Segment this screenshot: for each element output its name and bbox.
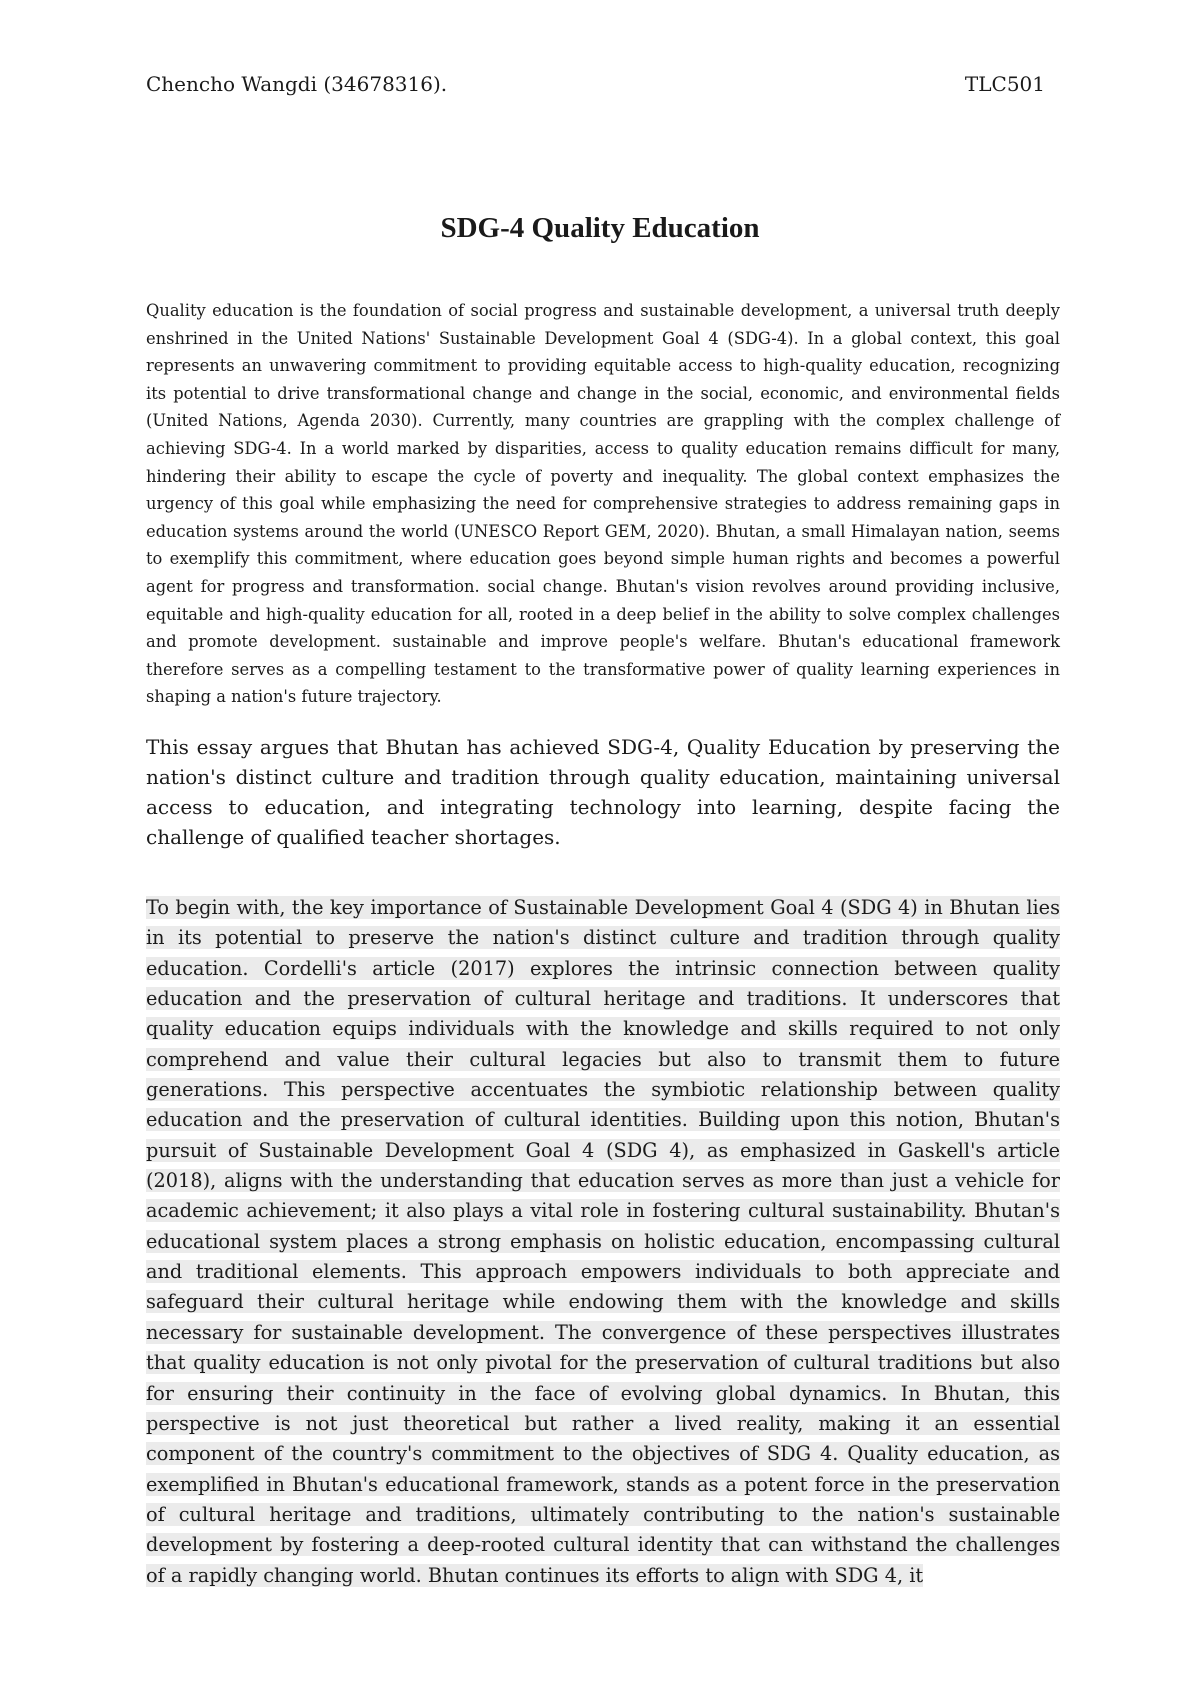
essay-title: SDG-4 Quality Education	[440, 212, 760, 244]
course-code-header: TLC501	[964, 72, 1045, 96]
thesis-statement: This essay argues that Bhutan has achieved SDG-4, Quality Education by preserving the nation's distinct culture and tradition through quality education, maintaining universal access to education, and integrating technology into learning, despite facing the challenge of qualified teacher shortages.	[146, 735, 1060, 849]
author-header: Chencho Wangdi (34678316).	[146, 72, 448, 96]
body-paragraph-text: To begin with, the key importance of Sustainable Development Goal 4 (SDG 4) in Bhutan lies in its potential to preserve the nation's distinct culture and tradition through quality education. Cordelli's article (2017) explores the intrinsic connection between quality education and the preservation of cultural heritage and traditions. It underscores that quality education equips individuals with the knowledge and skills required to not only comprehend and value their cultural legacies but also to transmit them to future generations. This perspective accentuates the symbiotic relationship between quality education and the preservation of cultural identities. Building upon this notion, Bhutan's pursuit of Sustainable Development Goal 4 (SDG 4), as emphasized in Gaskell's article (2018), aligns with the understanding that education serves as more than just a vehicle for academic achievement; it also plays a vital role in fostering cultural sustainability. Bhutan's educational system places a strong emphasis on holistic education, encompassing cultural and traditional elements. This approach empowers individuals to both appreciate and safeguard their cultural heritage while endowing them with the knowledge and skills necessary for sustainable development. The convergence of these perspectives illustrates that quality education is not only pivotal for the preservation of cultural traditions but also for ensuring their continuity in the face of evolving global dynamics. In Bhutan, this perspective is not just theoretical but rather a lived reality, making it an essential component of the country's commitment to the objectives of SDG 4. Quality education, as exemplified in Bhutan's educational framework, stands as a potent force in the preservation of cultural heritage and traditions, ultimately contributing to the nation's sustainable development by fostering a deep-rooted cultural identity that can withstand the challenges of a rapidly changing world. Bhutan continues its efforts to align with SDG 4, it	[146, 896, 1060, 1587]
intro-paragraph: Quality education is the foundation of social progress and sustainable development, a universal truth deeply enshrined in the United Nations' Sustainable Development Goal 4 (SDG-4). In a global context, this goal represents an unwavering commitment to providing equitable access to high-quality education, recognizing its potential to drive transformational change and change in the social, economic, and environmental fields (United Nations, Agenda 2030). Currently, many countries are grappling with the complex challenge of achieving SDG-4. In a world marked by disparities, access to quality education remains difficult for many, hindering their ability to escape the cycle of poverty and inequality. The global context emphasizes the urgency of this goal while emphasizing the need for comprehensive strategies to address remaining gaps in education systems around the world (UNESCO Report GEM, 2020). Bhutan, a small Himalayan nation, seems to exemplify this commitment, where education goes beyond simple human rights and becomes a powerful agent for progress and transformation. social change. Bhutan's vision revolves around providing inclusive, equitable and high-quality education for all, rooted in a deep belief in the ability to solve complex challenges and promote development. sustainable and improve people's welfare. Bhutan's educational framework therefore serves as a compelling testament to the transformative power of quality learning experiences in shaping a nation's future trajectory.	[146, 301, 1060, 707]
body-paragraph	[146, 893, 1060, 1591]
